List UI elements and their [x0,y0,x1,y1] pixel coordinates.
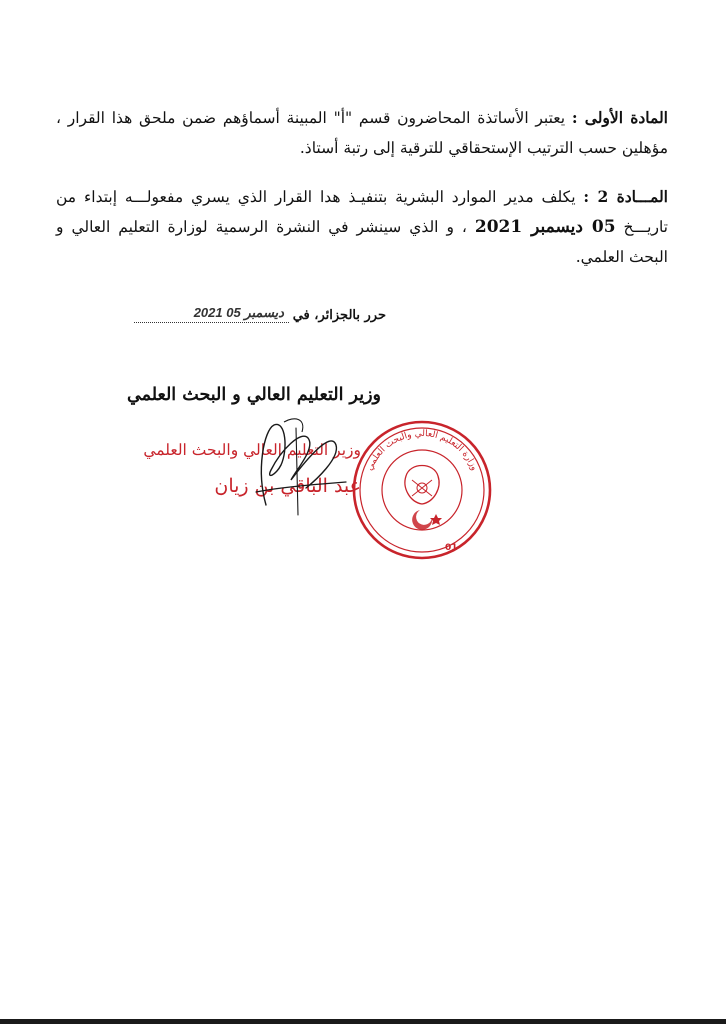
date-dotted-line [134,305,289,323]
scan-bottom-edge [0,1019,726,1024]
seal-number: 01 [445,543,458,553]
seal-text: وزارة التعليم العالي والبحث العلمي [364,428,480,473]
emblem-icon [405,466,442,530]
done-at-line [134,305,386,323]
article-first-text: يعتبر الأساتذة المحاضرون قسم "أ" المبينة أسماؤهم ضمن ملحق هذا القرار ، مؤهلين حسب الترتيب الإستحقاقي للترقية إلى رتبة أستاذ. [56,109,668,157]
official-seal-icon [350,418,494,562]
article-second [56,182,668,272]
article-first-label: المادة الأولى : [571,108,668,127]
article-second-text: يكلف مدير الموارد البشرية بتنفيـذ هدا القرار الذي يسري مفعولـــه إبتداء من تاريـــخ [56,188,668,236]
article-second-text-end: ، و الذي سينشر في النشرة الرسمية لوزارة التعليم العالي و البحث العلمي. [56,218,668,266]
minister-title: وزير التعليم العالي و البحث العلمي [127,385,381,405]
article-second-label: المـــادة 2 : [583,187,668,206]
done-at-label: حرر بالجزائر، في [292,308,386,323]
stamp-title: وزير التعليم العالي والبحث العلمي [143,441,361,459]
stamp-name: عبد الباقي بن زيان [214,475,361,497]
handwritten-date: 2021 ديسمبر 05 [193,305,284,320]
article-first [56,103,668,163]
effective-date: 05 ديسمبر 2021 [474,217,616,237]
